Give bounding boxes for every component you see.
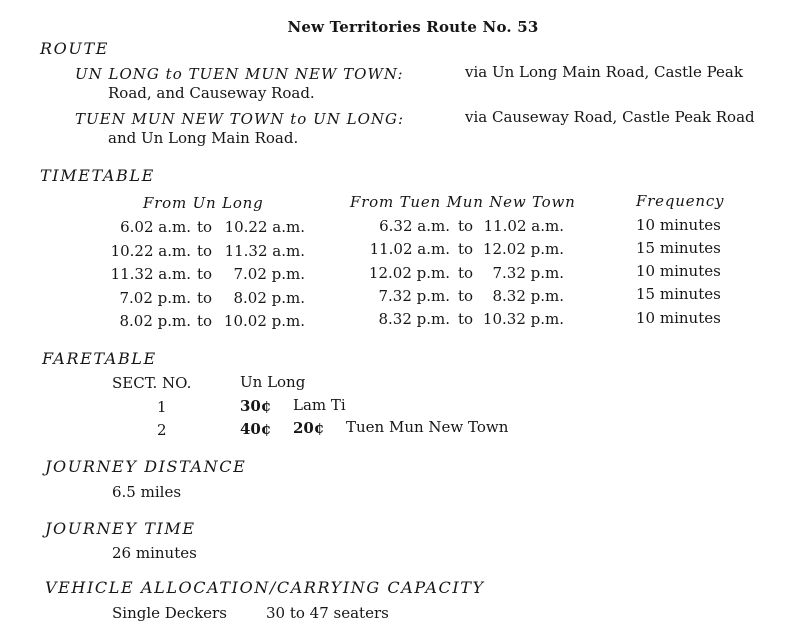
route-line2-lead: TUEN MUN NEW TOWN to UN LONG:: [75, 110, 405, 128]
timetable-col3-header: Frequency: [636, 192, 725, 210]
faretable-row2-fare1: 40¢: [240, 420, 272, 438]
timetable-col1-header: From Un Long: [143, 194, 264, 212]
table-row-2-from-tuen-mun-start: 12.02 p.m.: [368, 264, 450, 282]
table-row-1-to-a: to: [197, 242, 213, 260]
table-row-0-frequency: 10 minutes: [636, 216, 721, 234]
table-row-1-from-tuen-mun-end: 12.02 p.m.: [482, 240, 564, 258]
table-row-1-from-un-long-start: 10.22 a.m.: [110, 242, 191, 260]
table-row-0-from-un-long-end: 10.22 a.m.: [224, 218, 305, 236]
vehicle-heading: VEHICLE ALLOCATION/CARRYING CAPACITY: [45, 578, 485, 597]
table-row-3-frequency: 15 minutes: [636, 285, 721, 303]
faretable-sect-label: SECT. NO.: [112, 374, 192, 392]
route-line2-cont: and Un Long Main Road.: [108, 129, 299, 147]
route-heading: ROUTE: [40, 39, 109, 58]
table-row-0-to-a: to: [197, 218, 213, 236]
distance-value: 6.5 miles: [112, 483, 182, 501]
route-line2-text: via Causeway Road, Castle Peak Road: [465, 108, 755, 126]
vehicle-type: Single Deckers: [112, 604, 227, 622]
faretable-row2-stop: Tuen Mun New Town: [346, 418, 509, 436]
table-row-3-from-tuen-mun-end: 8.32 p.m.: [492, 287, 564, 305]
faretable-row2-fare2: 20¢: [293, 419, 325, 437]
table-row-0-from-tuen-mun-end: 11.02 a.m.: [483, 217, 564, 235]
table-row-2-to-a: to: [197, 265, 213, 283]
faretable-row2-sect: 2: [157, 421, 167, 439]
route-line1-lead: UN LONG to TUEN MUN NEW TOWN:: [75, 65, 404, 83]
table-row-3-from-un-long-end: 8.02 p.m.: [233, 289, 305, 307]
table-row-1-to-b: to: [458, 240, 474, 258]
table-row-1-from-un-long-end: 11.32 a.m.: [224, 242, 305, 260]
faretable-stop-un-long: Un Long: [240, 373, 306, 391]
table-row-0-to-b: to: [458, 217, 474, 235]
table-row-3-to-b: to: [458, 287, 474, 305]
table-row-4-to-a: to: [197, 312, 213, 330]
table-row-4-from-un-long-start: 8.02 p.m.: [119, 312, 191, 330]
table-row-2-to-b: to: [458, 264, 474, 282]
timetable-heading: TIMETABLE: [40, 166, 155, 185]
table-row-1-from-tuen-mun-start: 11.02 a.m.: [369, 240, 450, 258]
table-row-4-from-tuen-mun-end: 10.32 p.m.: [482, 310, 564, 328]
table-row-2-frequency: 10 minutes: [636, 262, 721, 280]
table-row-4-frequency: 10 minutes: [636, 309, 721, 327]
route-line1-text: via Un Long Main Road, Castle Peak: [465, 63, 743, 81]
table-row-0-from-tuen-mun-start: 6.32 a.m.: [379, 217, 450, 235]
table-row-4-from-tuen-mun-start: 8.32 p.m.: [378, 310, 450, 328]
table-row-1-frequency: 15 minutes: [636, 239, 721, 257]
table-row-2-from-un-long-end: 7.02 p.m.: [233, 265, 305, 283]
time-value: 26 minutes: [112, 544, 197, 562]
vehicle-capacity: 30 to 47 seaters: [266, 604, 389, 622]
table-row-0-from-un-long-start: 6.02 a.m.: [120, 218, 191, 236]
distance-heading: JOURNEY DISTANCE: [45, 457, 247, 476]
faretable-row1-fare: 30¢: [240, 397, 272, 415]
time-heading: JOURNEY TIME: [45, 519, 196, 538]
faretable-row1-sect: 1: [157, 398, 167, 416]
table-row-2-from-tuen-mun-end: 7.32 p.m.: [492, 264, 564, 282]
table-row-2-from-un-long-start: 11.32 a.m.: [110, 265, 191, 283]
faretable-heading: FARETABLE: [42, 349, 157, 368]
table-row-4-to-b: to: [458, 310, 474, 328]
page-title: New Territories Route No. 53: [287, 18, 539, 36]
faretable-row1-stop: Lam Ti: [293, 396, 346, 414]
table-row-3-from-tuen-mun-start: 7.32 p.m.: [378, 287, 450, 305]
table-row-4-from-un-long-end: 10.02 p.m.: [223, 312, 305, 330]
route-line1-cont: Road, and Causeway Road.: [108, 84, 315, 102]
table-row-3-to-a: to: [197, 289, 213, 307]
timetable-col2-header: From Tuen Mun New Town: [350, 193, 576, 211]
table-row-3-from-un-long-start: 7.02 p.m.: [119, 289, 191, 307]
